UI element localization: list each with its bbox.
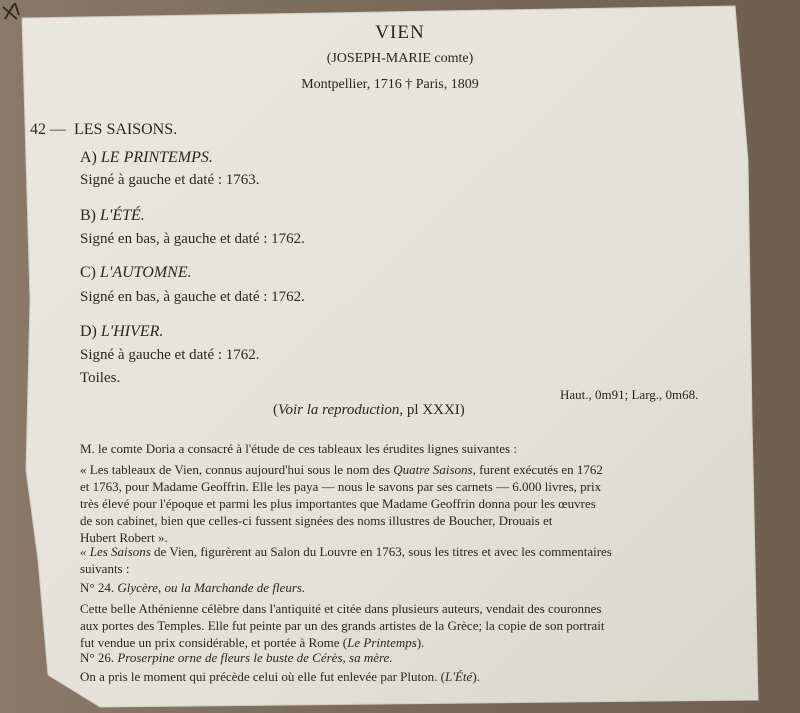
item-b-title: L'ÉTÉ. [100,207,145,224]
handwritten-cross-mark [0,0,22,22]
item-b-title-row [80,207,145,225]
quote-1 [80,461,750,546]
item-b-label: B) [80,207,96,224]
item-d-note: Signé à gauche et daté : 1762. [80,347,260,363]
item-a-title: LE PRINTEMPS. [100,149,213,166]
item-a-title-row [80,149,213,167]
lot-heading [30,121,177,139]
quote-1-line-3: très élevé pour l'époque et parmi les plus importantes que Madame Geoffrin donna pour les œuvres [80,496,596,511]
entry-24-text [80,600,604,651]
p1-l3b: ). [416,635,425,650]
commentary [80,440,517,458]
quote-2-line-1 [80,543,612,560]
item-d-title-row [80,323,163,341]
item-c-title-row [80,264,192,282]
quote-1-line-4: de son cabinet, bien que celles-ci fussent signées des noms illustres de Boucher, Drouais et [80,513,553,528]
item-c-label: C) [80,264,96,281]
entry-26-line-1 [80,669,480,685]
reproduction-note [273,402,465,419]
item-d-title: L'HIVER. [100,323,164,340]
item-a-note: Signé à gauche et daté : 1763. [80,172,260,188]
item-c-title: L'AUTOMNE. [100,264,192,281]
p1-l3-italic: Le Printemps [347,635,417,650]
lot-number: 42 — [30,121,66,138]
artist-places: Montpellier, 1716 † Paris, 1809 [301,77,479,92]
q1-l1-italic: Quatre Saisons [393,462,473,477]
entry-24-line-1: Cette belle Athénienne célèbre dans l'antiquité et citée dans plusieurs auteurs, vendait des couronnes [80,601,602,616]
quote-1-line-1 [80,461,750,478]
support: Toiles. [80,370,121,386]
q1-l1b: , furent exécutés en 1762 [472,462,603,477]
item-c-note: Signé en bas, à gauche et daté : 1762. [80,289,305,305]
quote-2-line-2: suivants : [80,561,130,576]
entry-26 [80,650,393,666]
lot-title: LES SAISONS. [74,121,178,138]
reproduction-open: ( [273,402,278,418]
artist-fullname: (JOSEPH-MARIE comte) [326,51,474,66]
reproduction-plate: , pl XXXI) [399,402,465,418]
entry-24 [80,580,305,596]
item-d-label: D) [80,323,97,340]
dimensions: Haut., 0m91; Larg., 0m68. [560,387,699,402]
entry-24-number: N° 24. [80,580,118,595]
intro-line: M. le comte Doria a consacré à l'étude de ces tableaux les érudites lignes suivantes : [80,441,517,456]
entry-24-line-2: aux portes des Temples. Elle fut peinte par un des grands artistes de la Grèce; la copie de son portrait [80,618,605,633]
reproduction-italic: Voir la reproduction [278,402,400,418]
item-b-note: Signé en bas, à gauche et daté : 1762. [80,231,305,247]
artist-name: VIEN [375,22,425,43]
entry-26-title: Proserpine orne de fleurs le buste de Cérès, sa mère. [117,650,393,665]
quote-1-line-2: et 1763, pour Madame Geoffrin. Elle les paya — nous le savons par ses carnets — 6.000 livres, prix [80,479,602,494]
entry-26-number: N° 26. [80,650,118,665]
q2-l1b: de Vien, figurèrent au Salon du Louvre en 1763, sous les titres et avec les commentaires [150,544,612,559]
p1-l3a: fut vendue un prix considérable, et portée à Rome ( [80,635,348,650]
entry-24-title: Glycère, ou la Marchande de fleurs. [117,580,306,595]
p2-l1-italic: L'Été [444,669,473,684]
item-a-label: A) [80,149,97,166]
q1-l1a: « Les tableaux de Vien, connus aujourd'hui sous le nom des [80,462,394,477]
p2-l1a: On a pris le moment qui précède celui où elle fut enlevée par Pluton. ( [80,669,445,684]
p2-l1b: ). [472,669,480,684]
q2-l1-italic: « Les Saisons [80,544,151,559]
entry-24-line-3 [80,634,604,651]
quote-2 [80,543,612,577]
quote-1-line-5: Hubert Robert ». [80,530,168,545]
